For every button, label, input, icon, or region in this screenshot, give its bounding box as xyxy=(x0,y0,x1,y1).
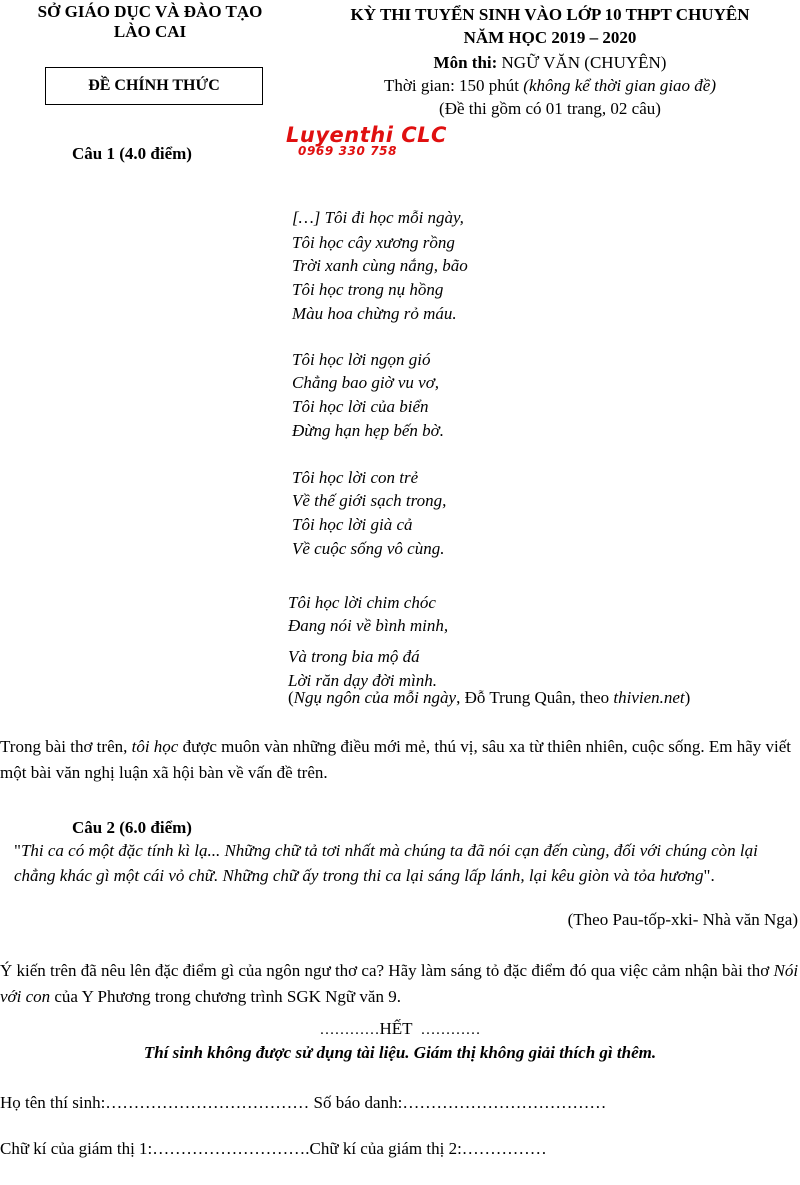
poem-line: Chẳng bao giờ vu vơ, xyxy=(292,373,440,392)
source-site: thivien.net xyxy=(613,688,685,707)
poem-line: […] Tôi đi học mỗi ngày, xyxy=(292,208,464,227)
exam-note: Thí sinh không được sử dụng tài liệu. Giám thị không giải thích gì thêm. xyxy=(143,1043,657,1062)
end-word: HẾT xyxy=(379,1019,413,1038)
poem-line: Tôi học cây xương rồng xyxy=(292,233,455,252)
watermark-phone: 0969 330 758 xyxy=(298,144,398,158)
quote-attribution: (Theo Pau-tốp-xki- Nhà văn Nga) xyxy=(567,910,798,929)
question-2-title: Câu 2 (6.0 điểm) xyxy=(72,818,192,837)
source-close: ) xyxy=(684,688,691,707)
time-text: Thời gian: 150 phút xyxy=(383,76,524,95)
poem-line: Tôi học lời ngọn gió xyxy=(292,350,431,369)
time-note: (không kể thời gian giao đề) xyxy=(523,76,717,95)
quote-text: Thi ca có một đặc tính kì lạ... Những chữ tả tơi nhất mà chúng ta đã nói cạn đến cùng, đối với chúng còn lại chẳng khác gì một cái vỏ chữ. Những chữ ấy trong thi ca lại sáng lấp lánh, lại kêu giòn và tỏa hương xyxy=(14,841,758,885)
poem-line: Màu hoa chừng rỏ máu. xyxy=(292,304,457,323)
poem-line: Và trong bia mộ đá xyxy=(288,647,420,666)
quote-close: ". xyxy=(703,866,715,885)
poem-line: Tôi học lời chim chóc xyxy=(288,593,436,612)
end-dots-right: ………… xyxy=(420,1022,481,1038)
subject-label: Môn thi: xyxy=(433,53,498,72)
source-middle: , Đỗ Trung Quân, theo xyxy=(456,688,614,707)
subject-line xyxy=(300,52,800,73)
school-year: NĂM HỌC 2019 – 2020 xyxy=(463,28,637,47)
quote-open: " xyxy=(14,841,21,860)
q1-prompt-italic: tôi học xyxy=(131,737,179,756)
q1-prompt-after: được muôn vàn những điều mới mẻ, thú vị, sâu xa từ thiên nhiên, cuộc sống. Em hãy viết một bài văn nghị luận xã hội bàn về vấn đề trên. xyxy=(0,737,792,782)
source-title: Ngụ ngôn của mỗi ngày xyxy=(293,688,457,707)
watermark-brand: Luyenthi CLC xyxy=(286,123,447,147)
exam-title: KỲ THI TUYỂN SINH VÀO LỚP 10 THPT CHUYÊN xyxy=(350,5,750,24)
pages-note: (Đề thi gồm có 01 trang, 02 câu) xyxy=(439,99,661,118)
poem-line: Về thế giới sạch trong, xyxy=(292,491,447,510)
poem-line: Đang nói về bình minh, xyxy=(288,616,449,635)
subject-value: NGỮ VĂN (CHUYÊN) xyxy=(497,53,667,72)
poem-line: Trời xanh cùng nắng, bão xyxy=(292,256,468,275)
end-dots-left: ………… xyxy=(319,1022,380,1038)
poem-source xyxy=(288,688,690,708)
q2-prompt-italic: Nói với con xyxy=(0,961,799,1006)
question-1-title: Câu 1 (4.0 điểm) xyxy=(72,144,192,163)
question-2-quote xyxy=(14,838,794,888)
poem-line: Về cuộc sống vô cùng. xyxy=(292,539,445,558)
poem-line: Đừng hạn hẹp bến bờ. xyxy=(292,421,444,440)
question-2-prompt xyxy=(0,958,800,1010)
poem-line: Tôi học lời già cả xyxy=(292,515,413,534)
source-open: ( xyxy=(288,688,294,707)
q1-prompt-before: Trong bài thơ trên, xyxy=(0,737,132,756)
poem-line: Tôi học lời của biển xyxy=(292,397,429,416)
poem-line: Tôi học lời con trẻ xyxy=(292,468,419,487)
watermark-logo xyxy=(286,123,447,158)
supervisor-signature-line: Chữ kí của giám thị 1:……………………….Chữ kí của giám thị 2:…………… xyxy=(0,1139,547,1158)
poem-line: Lời răn dạy đời mình. xyxy=(288,671,437,690)
official-exam-box: ĐỀ CHÍNH THỨC xyxy=(45,67,263,105)
q2-prompt-before: Ý kiến trên đã nêu lên đặc điểm gì của ngôn ngư thơ ca? Hãy làm sáng tỏ đặc điểm đó qua việc cảm nhận bài thơ xyxy=(0,961,774,980)
poem-line: Tôi học trong nụ hồng xyxy=(292,280,444,299)
time-line xyxy=(300,75,800,96)
q2-prompt-after: của Y Phương trong chương trình SGK Ngữ văn 9. xyxy=(50,987,401,1006)
end-marker xyxy=(0,1019,800,1039)
province-name: LÀO CAI xyxy=(113,22,187,41)
question-1-prompt xyxy=(0,734,800,786)
candidate-info-line: Họ tên thí sinh:……………………………… Số báo danh:……………………………… xyxy=(0,1093,607,1112)
department-name: SỞ GIÁO DỤC VÀ ĐÀO TẠO xyxy=(37,2,263,21)
